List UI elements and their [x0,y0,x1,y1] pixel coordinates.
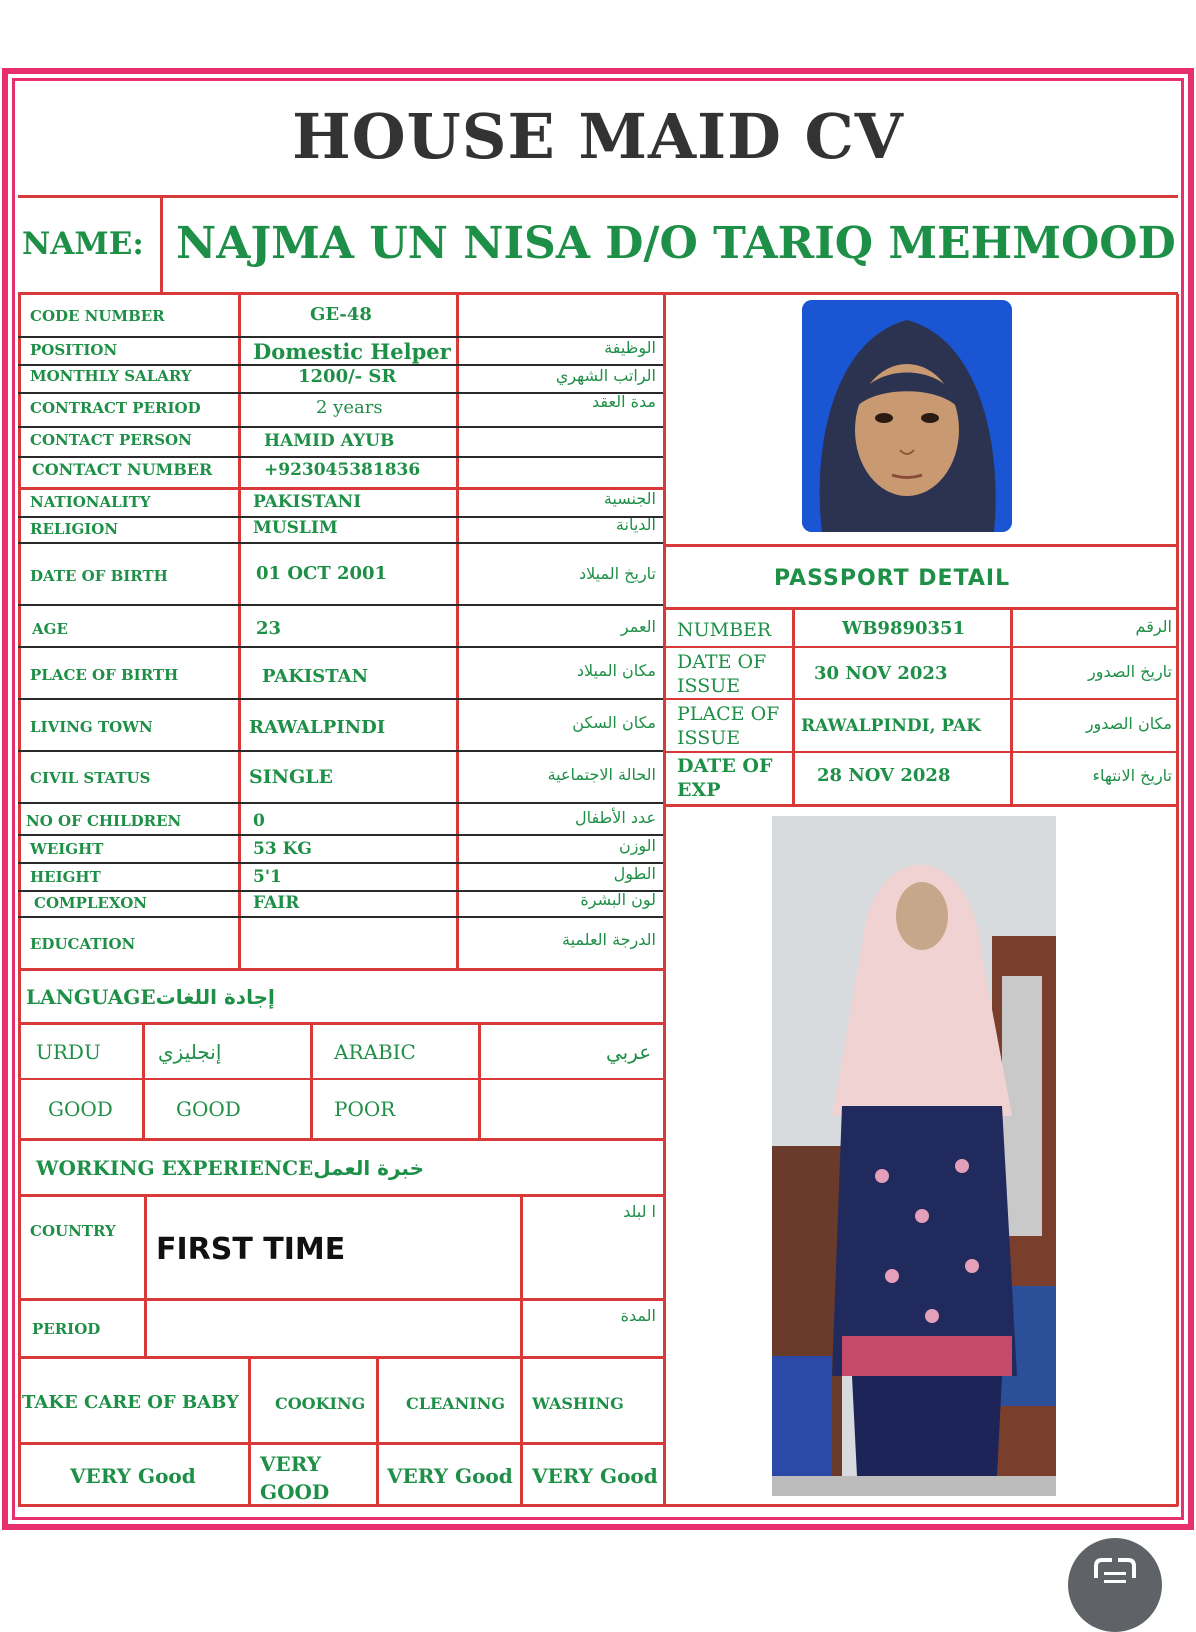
living-town-value: RAWALPINDI [249,717,386,738]
language-arabic-ar: عربي [606,1040,652,1064]
religion-value: MUSLIM [253,518,338,538]
language-english-arabic: إنجليزي [158,1040,222,1064]
monthly-salary-value: 1200/- SR [298,366,397,387]
weight-label: WEIGHT [30,840,104,858]
country-label: COUNTRY [30,1222,116,1240]
passport-expiry-label: DATE OF EXP [677,755,773,801]
place-of-birth-value: PAKISTAN [262,666,369,687]
religion-label: RELIGION [30,520,119,538]
passport-issue-place-arabic: مكان الصدور [1085,714,1172,733]
language-label [26,985,275,1009]
contact-number-value: +923045381836 [264,460,421,480]
passport-issue-date-label: DATE OF ISSUE [677,651,767,697]
education-arabic: الدرجة العلمية [562,930,656,949]
scan-text-icon [1068,1538,1162,1600]
code-number-value: GE-48 [310,304,372,325]
skill-washing-level: VERY Good [532,1464,658,1488]
language-label-ar: إجادة اللغات [155,985,275,1009]
children-value: 0 [253,811,265,831]
skill-baby-care: TAKE CARE OF BABY [22,1392,239,1413]
country-value: FIRST TIME [156,1232,346,1267]
position-label: POSITION [30,341,118,359]
place-of-birth-label: PLACE OF BIRTH [30,666,179,684]
complexion-value: FAIR [253,893,300,913]
civil-status-value: SINGLE [249,766,334,788]
weight-value: 53 KG [253,839,312,859]
living-town-arabic: مكان السكن [572,713,656,732]
language-arabic-level: POOR [334,1097,396,1121]
period-label: PERIOD [32,1320,101,1338]
passport-issue-place-value: RAWALPINDI, PAK [801,716,981,736]
passport-number-label: NUMBER [677,619,772,641]
skill-baby-care-level: VERY Good [70,1464,196,1488]
portrait-photo [802,300,1012,532]
passport-number-arabic: الرقم [1135,617,1172,636]
weight-arabic: الوزن [618,836,656,855]
contract-period-label: CONTRACT PERIOD [30,399,201,417]
monthly-salary-label: MONTHLY SALARY [30,367,192,385]
skill-cooking-level: VERY GOOD [260,1452,330,1504]
skill-cooking: COOKING [275,1394,366,1413]
skill-washing: WASHING [532,1394,624,1413]
language-urdu-level: GOOD [48,1097,113,1121]
height-label: HEIGHT [30,868,101,886]
age-value: 23 [256,618,282,639]
monthly-salary-arabic: الراتب الشهري [555,366,656,385]
language-arabic: ARABIC [334,1040,416,1064]
dob-value: 01 OCT 2001 [256,563,388,584]
position-value: Domestic Helper [253,339,451,364]
age-label: AGE [32,620,68,638]
dob-label: DATE OF BIRTH [30,567,168,585]
language-urdu: URDU [36,1040,101,1064]
contract-period-arabic: مدة العقد [592,392,656,411]
complexion-arabic: لون البشرة [580,890,656,909]
language-english-level: GOOD [176,1097,241,1121]
name-label: NAME: [22,226,144,262]
dob-arabic: تاريخ الميلاد [579,564,656,583]
passport-title: PASSPORT DETAIL [774,566,1011,591]
name-value: NAJMA UN NISA D/O TARIQ MEHMOOD [176,218,1176,269]
passport-expiry-arabic: تاريخ الانتهاء [1092,766,1172,785]
contact-person-label: CONTACT PERSON [30,431,192,449]
skill-cleaning-level: VERY Good [387,1464,513,1488]
place-of-birth-arabic: مكان الميلاد [576,661,656,680]
passport-expiry-value: 28 NOV 2028 [817,765,951,786]
height-value: 5'1 [253,867,282,887]
contact-person-value: HAMID AYUB [264,431,395,451]
passport-issue-date-arabic: تاريخ الصدور [1088,662,1172,681]
contract-period-value: 2 years [316,397,383,418]
passport-issue-place-label: PLACE OF ISSUE [677,703,780,749]
passport-number-value: WB9890351 [842,618,966,639]
civil-status-label: CIVIL STATUS [30,769,151,787]
complexion-label: COMPLEXON [34,894,148,912]
position-arabic: الوظيفة [604,338,656,357]
age-arabic: العمر [620,617,656,636]
religion-arabic: الديانة [615,515,656,534]
children-arabic: عدد الأطفال [574,808,656,827]
skill-cleaning: CLEANING [406,1394,505,1413]
experience-label-ar: خبرة العمل [313,1156,424,1180]
full-length-photo [772,816,1056,1496]
page-title: HOUSE MAID CV [292,100,904,173]
living-town-label: LIVING TOWN [30,718,153,736]
code-number-label: CODE NUMBER [30,307,165,325]
education-label: EDUCATION [30,935,136,953]
nationality-label: NATIONALITY [30,493,151,511]
children-label: NO OF CHILDREN [26,812,182,830]
experience-label-en: WORKING EXPERIENCE [36,1156,314,1180]
passport-issue-date-value: 30 NOV 2023 [814,663,948,684]
civil-status-arabic: الحالة الاجتماعية [547,765,656,784]
experience-label [36,1156,424,1180]
scan-text-button[interactable] [1068,1538,1162,1632]
period-arabic: المدة [620,1306,656,1325]
nationality-value: PAKISTANI [253,492,362,512]
nationality-arabic: الجنسية [603,489,656,508]
language-label-en: LANGUAGE [26,985,156,1009]
country-arabic: ا لبلد [623,1202,656,1221]
contact-number-label: CONTACT NUMBER [32,460,213,479]
height-arabic: الطول [613,864,656,883]
